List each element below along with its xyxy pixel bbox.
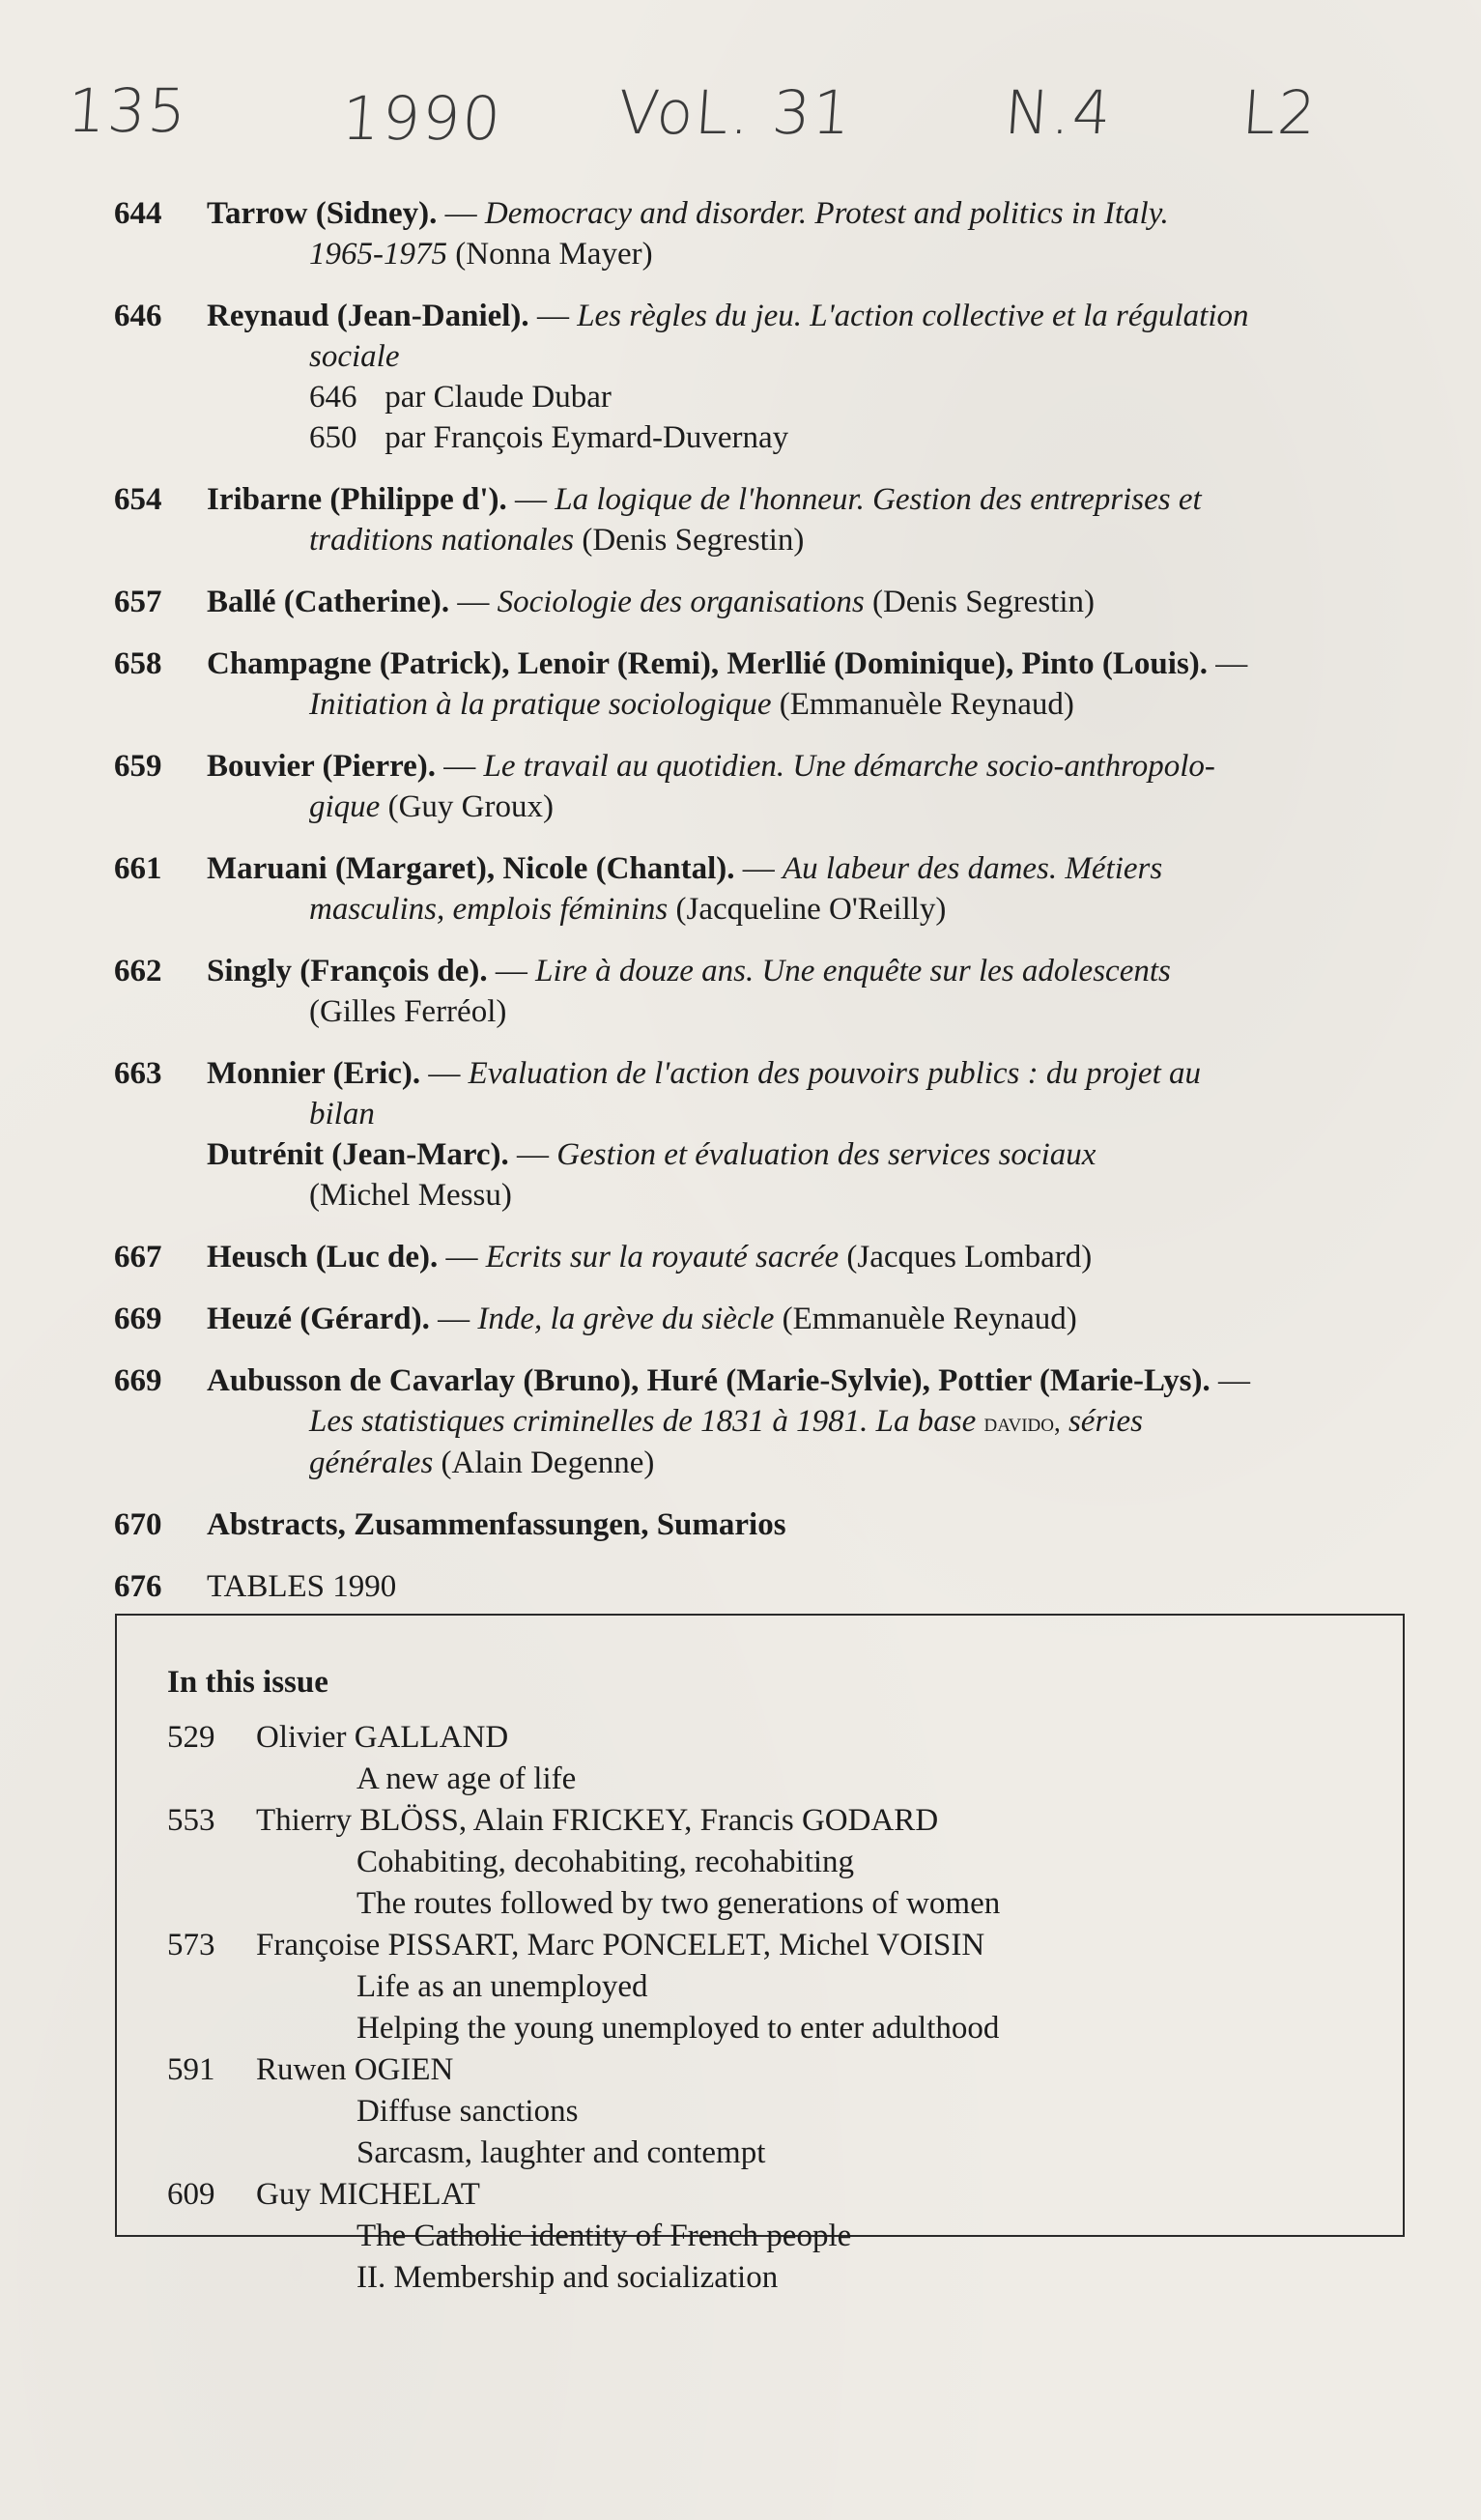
handwritten-number: 135 [65,75,190,146]
article-title: II. Membership and socialization [356,2260,779,2295]
reviewer: (Denis Segrestin) [871,585,1096,619]
reviewer: (Jacques Lombard) [846,1240,1093,1274]
reviewer: (Gilles Ferréol) [309,994,507,1029]
list-item: 669 Heuzé (Gérard). — Inde, la grève du siècle (Emmanuèle Reynaud) [114,1299,1428,1339]
page-number: 669 [114,1302,162,1336]
author: Aubusson de Cavarlay (Bruno), Huré (Marie-Sylvie), Pottier (Marie-Lys). [207,1363,1210,1398]
article-title: The Catholic identity of French people [356,2219,852,2253]
list-item: 662 Singly (François de). — Lire à douze ans. Une enquête sur les adolescents (Gilles Ferréol) [114,951,1428,1032]
page-number: 609 [167,2177,215,2212]
title: séries [1068,1404,1143,1439]
list-item [114,1504,1428,1545]
box-heading: In this issue [167,1665,328,1700]
sub-review: 646 par Claude Dubar [309,380,612,415]
reviewer: (Emmanuèle Reynaud) [779,687,1074,722]
title: Initiation à la pratique sociologique [309,687,772,722]
article-title: Diffuse sanctions [356,2094,579,2129]
article-title: Helping the young unemployed to enter adulthood [356,2011,1000,2046]
list-item: 657 Ballé (Catherine). — Sociologie des organisations (Denis Segrestin) [114,582,1428,622]
author: Tarrow (Sidney). [207,196,438,231]
contents-list [114,193,1428,1628]
abstracts-heading: Abstracts, Zusammenfassungen, Sumarios [207,1507,786,1542]
article-title: Cohabiting, decohabiting, recohabiting [356,1845,855,1879]
title: gique [309,789,381,824]
title: traditions nationales [309,523,575,558]
authors: Thierry BLÖSS, Alain FRICKEY, Francis GODARD [256,1803,939,1838]
reviewer: (Jacqueline O'Reilly) [675,892,947,927]
reviewer: (Alain Degenne) [441,1446,655,1480]
title: Sociologie des organisations [497,585,865,619]
in-this-issue-box [115,1614,1405,2295]
page-number: 676 [114,1569,162,1604]
title: Au labeur des dames. Métiers [783,851,1163,886]
list-item [167,1925,1353,2049]
page-number: 591 [167,2052,215,2087]
author: Heuzé (Gérard). [207,1302,430,1336]
article-title: Sarcasm, laughter and contempt [356,2135,766,2170]
page-number: 663 [114,1056,162,1091]
page-number: 669 [114,1363,162,1398]
reviewer: (Denis Segrestin) [582,523,805,558]
page-number: 659 [114,749,162,784]
title: générales [309,1446,434,1480]
page-number: 657 [114,585,162,619]
author: Bouvier (Pierre). [207,749,437,784]
author: Champagne (Patrick), Lenoir (Remi), Merllié (Dominique), Pinto (Louis). [207,646,1209,681]
page-number: 646 [114,299,162,333]
title: Le travail au quotidien. Une démarche socio-anthropolo- [483,749,1215,784]
handwritten-volume: VoL. 31 [615,77,855,148]
page-number: 667 [114,1240,162,1274]
page-number: 658 [114,646,162,681]
list-item [167,2174,1353,2299]
list-item: 661 Maruani (Margaret), Nicole (Chantal). — Au labeur des dames. Métiers masculins, emplois féminins (Jacqueline O'Reilly) [114,848,1428,930]
list-item [167,1717,1353,1800]
title: Evaluation de l'action des pouvoirs publics : du projet au [468,1056,1201,1091]
reviewer: (Emmanuèle Reynaud) [782,1302,1077,1336]
list-item: 658 Champagne (Patrick), Lenoir (Remi), Merllié (Dominique), Pinto (Louis). — Initiation à la pratique sociologique (Emmanuèle Reynaud) [114,644,1428,725]
handwritten-mark: L2 [1239,77,1321,148]
title: Les statistiques criminelles de 1831 à 1981. La base [309,1404,977,1439]
author: Dutrénit (Jean-Marc). [207,1137,509,1172]
article-title: Life as an unemployed [356,1969,648,2004]
page-number: 553 [167,1803,215,1838]
sub-review: 650 par François Eymard-Duvernay [309,420,789,455]
reviewer: (Michel Messu) [309,1178,512,1213]
list-item [114,1566,1428,1607]
author: Singly (François de). [207,954,488,988]
title: sociale [309,339,400,374]
title: Ecrits sur la royauté sacrée [485,1240,840,1274]
handwritten-year: 1990 [339,83,505,154]
title: 1965-1975 [309,237,447,272]
list-item [167,2049,1353,2174]
handwritten-issue: N.4 [1002,77,1116,148]
list-item: 659 Bouvier (Pierre). — Le travail au quotidien. Une démarche socio-anthropolo- gique (Guy Groux) [114,746,1428,827]
authors: Ruwen OGIEN [256,2052,454,2087]
authors: Olivier GALLAND [256,1720,509,1755]
title: Les règles du jeu. L'action collective et la régulation [577,299,1249,333]
title: Inde, la grève du siècle [477,1302,775,1336]
page-number: 661 [114,851,162,886]
page-number: 529 [167,1720,215,1755]
database-name: davido, [983,1408,1061,1437]
title: Lire à douze ans. Une enquête sur les adolescents [535,954,1171,988]
title: bilan [309,1097,375,1131]
page-number: 644 [114,196,162,231]
article-title: A new age of life [356,1761,577,1796]
list-item: 667 Heusch (Luc de). — Ecrits sur la royauté sacrée (Jacques Lombard) [114,1237,1428,1277]
page-number: 654 [114,482,162,517]
list-item: 663 Monnier (Eric). — Evaluation de l'action des pouvoirs publics : du projet au bilan Dutrénit (Jean-Marc). — Gestion et évaluation des services sociaux (Michel Messu) [114,1053,1428,1216]
author: Ballé (Catherine). [207,585,450,619]
title: La logique de l'honneur. Gestion des entreprises et [555,482,1202,517]
title: masculins, emplois féminins [309,892,669,927]
author: Heusch (Luc de). [207,1240,439,1274]
authors: Françoise PISSART, Marc PONCELET, Michel VOISIN [256,1928,985,1962]
author: Reynaud (Jean-Daniel). [207,299,529,333]
author: Iribarne (Philippe d'). [207,482,507,517]
reviewer: (Guy Groux) [387,789,554,824]
page-number: 662 [114,954,162,988]
list-item: 654 Iribarne (Philippe d'). — La logique de l'honneur. Gestion des entreprises et traditions nationales (Denis Segrestin) [114,479,1428,560]
page-number: 670 [114,1507,162,1542]
title: Democracy and disorder. Protest and politics in Italy. [484,196,1169,231]
author: Maruani (Margaret), Nicole (Chantal). [207,851,735,886]
authors: Guy MICHELAT [256,2177,480,2212]
author: Monnier (Eric). [207,1056,421,1091]
list-item: 646 Reynaud (Jean-Daniel). — Les règles du jeu. L'action collective et la régulation sociale 646 par Claude Dubar 650 par François Eymard-Duvernay [114,296,1428,458]
list-item [167,1800,1353,1925]
article-title: The routes followed by two generations of women [356,1886,1001,1921]
list-item: 644 Tarrow (Sidney). — Democracy and disorder. Protest and politics in Italy. 1965-1975 (Nonna Mayer) [114,193,1428,274]
title: Gestion et évaluation des services sociaux [556,1137,1097,1172]
list-item: 669 Aubusson de Cavarlay (Bruno), Huré (Marie-Sylvie), Pottier (Marie-Lys). — Les statistiques criminelles de 1831 à 1981. La base davido, séries générales (Alain Degenne) [114,1360,1428,1483]
reviewer: (Nonna Mayer) [455,237,653,272]
page-number: 573 [167,1928,215,1962]
tables-heading: TABLES 1990 [207,1569,397,1604]
